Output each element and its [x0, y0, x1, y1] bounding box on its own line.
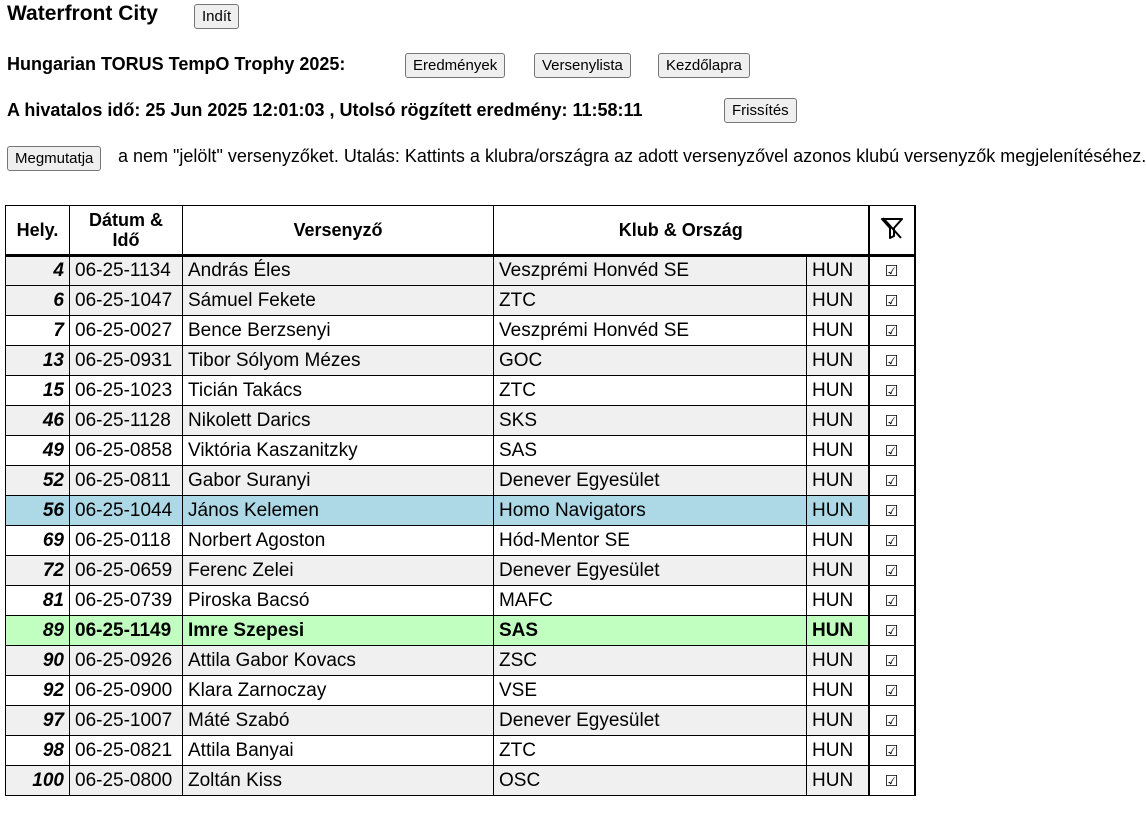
mark-checkbox[interactable]: ☑ — [869, 346, 915, 376]
mark-checkbox[interactable]: ☑ — [869, 766, 915, 796]
refresh-button[interactable]: Frissítés — [724, 98, 797, 123]
filter-off-icon-graphic — [879, 215, 905, 241]
cell-competitor: András Éles — [183, 256, 494, 286]
cell-club[interactable]: GOC — [494, 346, 807, 376]
cell-country[interactable]: HUN — [807, 526, 869, 556]
cell-club[interactable]: SAS — [494, 616, 807, 646]
table-row — [6, 466, 915, 496]
header-competitor[interactable]: Versenyző — [183, 206, 494, 256]
table-row — [6, 406, 915, 436]
cell-date-time: 06-25-0739 — [70, 586, 183, 616]
results-button[interactable]: Eredmények — [405, 53, 505, 78]
header-club-country[interactable]: Klub & Ország — [494, 206, 869, 256]
mark-checkbox[interactable]: ☑ — [869, 736, 915, 766]
cell-country[interactable]: HUN — [807, 376, 869, 406]
cell-date-time: 06-25-0659 — [70, 556, 183, 586]
event-title: Hungarian TORUS TempO Trophy 2025: — [7, 54, 346, 74]
cell-country[interactable]: HUN — [807, 706, 869, 736]
cell-country[interactable]: HUN — [807, 556, 869, 586]
table-row — [6, 286, 915, 316]
table-row — [6, 706, 915, 736]
cell-club[interactable]: Homo Navigators — [494, 496, 807, 526]
mark-checkbox[interactable]: ☑ — [869, 556, 915, 586]
mark-checkbox[interactable]: ☑ — [869, 376, 915, 406]
start-button[interactable]: Indít — [194, 4, 239, 29]
cell-competitor: Attila Banyai — [183, 736, 494, 766]
cell-date-time: 06-25-0811 — [70, 466, 183, 496]
table-row — [6, 526, 915, 556]
cell-country[interactable]: HUN — [807, 646, 869, 676]
table-row — [6, 766, 915, 796]
cell-date-time: 06-25-1044 — [70, 496, 183, 526]
cell-club[interactable]: ZTC — [494, 286, 807, 316]
cell-club[interactable]: Veszprémi Honvéd SE — [494, 256, 807, 286]
cell-date-time: 06-25-0118 — [70, 526, 183, 556]
cell-competitor: Viktória Kaszanitzky — [183, 436, 494, 466]
cell-date-time: 06-25-0858 — [70, 436, 183, 466]
cell-date-time: 06-25-1149 — [70, 616, 183, 646]
mark-checkbox[interactable]: ☑ — [869, 466, 915, 496]
cell-competitor: Piroska Bacsó — [183, 586, 494, 616]
cell-club[interactable]: ZTC — [494, 736, 807, 766]
mark-checkbox[interactable]: ☑ — [869, 406, 915, 436]
cell-position: 15 — [6, 376, 70, 406]
cell-club[interactable]: SKS — [494, 406, 807, 436]
mark-checkbox[interactable]: ☑ — [869, 316, 915, 346]
cell-position: 13 — [6, 346, 70, 376]
cell-country[interactable]: HUN — [807, 346, 869, 376]
cell-country[interactable]: HUN — [807, 316, 869, 346]
cell-competitor: Ticián Takács — [183, 376, 494, 406]
table-row — [6, 346, 915, 376]
mark-checkbox[interactable]: ☑ — [869, 676, 915, 706]
page-title: Waterfront City — [7, 2, 158, 25]
cell-country[interactable]: HUN — [807, 256, 869, 286]
cell-club[interactable]: ZSC — [494, 646, 807, 676]
cell-position: 69 — [6, 526, 70, 556]
header-date-time[interactable]: Dátum & Idő — [70, 206, 183, 256]
cell-competitor: Máté Szabó — [183, 706, 494, 736]
cell-competitor: Bence Berzsenyi — [183, 316, 494, 346]
cell-country[interactable]: HUN — [807, 766, 869, 796]
cell-competitor: Imre Szepesi — [183, 616, 494, 646]
cell-club[interactable]: Hód-Mentor SE — [494, 526, 807, 556]
table-row — [6, 496, 915, 526]
table-row — [6, 586, 915, 616]
cell-position: 7 — [6, 316, 70, 346]
cell-competitor: Attila Gabor Kovacs — [183, 646, 494, 676]
cell-competitor: Norbert Agoston — [183, 526, 494, 556]
mark-checkbox[interactable]: ☑ — [869, 526, 915, 556]
mark-checkbox[interactable]: ☑ — [869, 706, 915, 736]
mark-checkbox[interactable]: ☑ — [869, 496, 915, 526]
filter-off-icon[interactable] — [869, 206, 915, 256]
cell-date-time: 06-25-1023 — [70, 376, 183, 406]
cell-country[interactable]: HUN — [807, 286, 869, 316]
cell-position: 6 — [6, 286, 70, 316]
results-table — [5, 205, 916, 796]
cell-competitor: Ferenc Zelei — [183, 556, 494, 586]
cell-country[interactable]: HUN — [807, 496, 869, 526]
mark-checkbox[interactable]: ☑ — [869, 646, 915, 676]
cell-country[interactable]: HUN — [807, 586, 869, 616]
cell-competitor: János Kelemen — [183, 496, 494, 526]
cell-position: 97 — [6, 706, 70, 736]
cell-position: 89 — [6, 616, 70, 646]
cell-country[interactable]: HUN — [807, 616, 869, 646]
show-unmarked-button[interactable]: Megmutatja — [7, 146, 101, 171]
cell-club[interactable]: OSC — [494, 766, 807, 796]
cell-position: 100 — [6, 766, 70, 796]
cell-competitor: Gabor Suranyi — [183, 466, 494, 496]
table-row — [6, 376, 915, 406]
cell-date-time: 06-25-0931 — [70, 346, 183, 376]
cell-competitor: Klara Zarnoczay — [183, 676, 494, 706]
table-row — [6, 556, 915, 586]
cell-date-time: 06-25-1134 — [70, 256, 183, 286]
table-row — [6, 676, 915, 706]
cell-club[interactable]: MAFC — [494, 586, 807, 616]
cell-club[interactable]: ZTC — [494, 376, 807, 406]
cell-position: 92 — [6, 676, 70, 706]
mark-checkbox[interactable]: ☑ — [869, 586, 915, 616]
cell-competitor: Nikolett Darics — [183, 406, 494, 436]
cell-club[interactable]: Veszprémi Honvéd SE — [494, 316, 807, 346]
table-row — [6, 316, 915, 346]
home-button[interactable]: Kezdőlapra — [658, 53, 750, 78]
cell-country[interactable]: HUN — [807, 676, 869, 706]
cell-date-time: 06-25-0900 — [70, 676, 183, 706]
table-row — [6, 736, 915, 766]
table-row — [6, 436, 915, 466]
cell-club[interactable]: Denever Egyesület — [494, 466, 807, 496]
mark-checkbox[interactable]: ☑ — [869, 436, 915, 466]
cell-position: 98 — [6, 736, 70, 766]
cell-position: 90 — [6, 646, 70, 676]
cell-position: 56 — [6, 496, 70, 526]
official-time: A hivatalos idő: 25 Jun 2025 12:01:03 , Utolsó rögzített eredmény: 11:58:11 — [7, 100, 643, 120]
cell-club[interactable]: VSE — [494, 676, 807, 706]
cell-position: 52 — [6, 466, 70, 496]
cell-country[interactable]: HUN — [807, 406, 869, 436]
cell-date-time: 06-25-1007 — [70, 706, 183, 736]
cell-position: 4 — [6, 256, 70, 286]
cell-date-time: 06-25-0800 — [70, 766, 183, 796]
cell-club[interactable]: Denever Egyesület — [494, 556, 807, 586]
cell-date-time: 06-25-0821 — [70, 736, 183, 766]
cell-club[interactable]: Denever Egyesület — [494, 706, 807, 736]
cell-date-time: 06-25-1047 — [70, 286, 183, 316]
mark-checkbox[interactable]: ☑ — [869, 616, 915, 646]
header-position[interactable]: Hely. — [6, 206, 70, 256]
cell-club[interactable]: SAS — [494, 436, 807, 466]
cell-position: 72 — [6, 556, 70, 586]
cell-date-time: 06-25-0926 — [70, 646, 183, 676]
cell-date-time: 06-25-1128 — [70, 406, 183, 436]
cell-position: 49 — [6, 436, 70, 466]
table-row — [6, 616, 915, 646]
cell-country[interactable]: HUN — [807, 466, 869, 496]
cell-competitor: Tibor Sólyom Mézes — [183, 346, 494, 376]
cell-position: 81 — [6, 586, 70, 616]
table-row — [6, 646, 915, 676]
cell-competitor: Zoltán Kiss — [183, 766, 494, 796]
cell-position: 46 — [6, 406, 70, 436]
cell-country[interactable]: HUN — [807, 736, 869, 766]
cell-competitor: Sámuel Fekete — [183, 286, 494, 316]
hint-text: a nem "jelölt" versenyzőket. Utalás: Kattints a klubra/országra az adott versenyzővel azonos klubú versenyzők megjelenítéséhez. — [118, 146, 1146, 166]
cell-date-time: 06-25-0027 — [70, 316, 183, 346]
startlist-button[interactable]: Versenylista — [534, 53, 631, 78]
mark-checkbox[interactable]: ☑ — [869, 286, 915, 316]
table-row — [6, 256, 915, 286]
cell-country[interactable]: HUN — [807, 436, 869, 466]
mark-checkbox[interactable]: ☑ — [869, 256, 915, 286]
